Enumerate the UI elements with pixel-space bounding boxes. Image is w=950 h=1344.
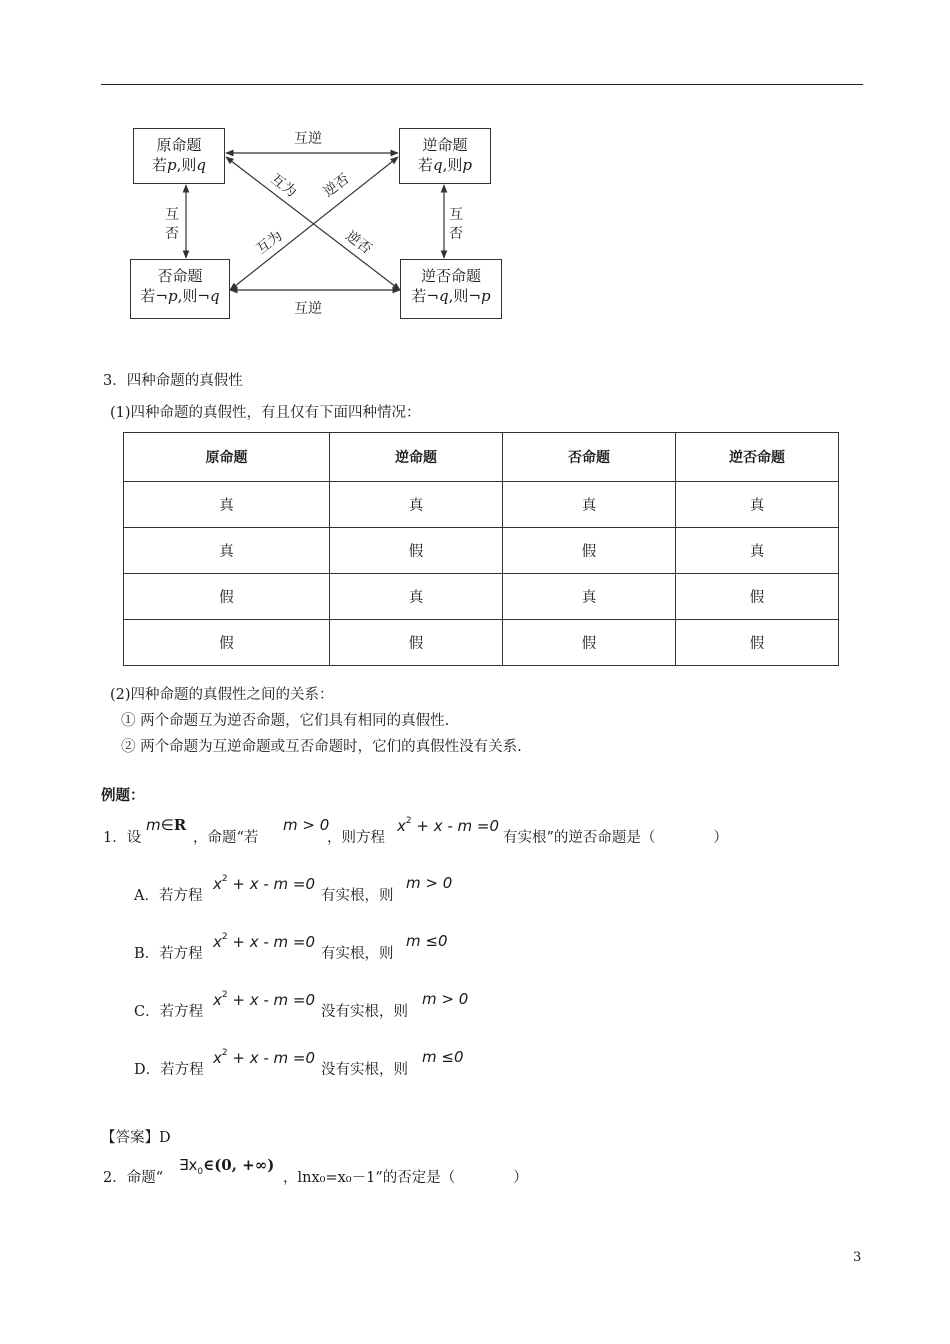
table-cell: 假 xyxy=(330,620,503,666)
q2-rest: ，lnx₀=x₀－1”的否定是（ ） xyxy=(283,1170,528,1186)
table-row xyxy=(124,620,839,666)
table-cell: 真 xyxy=(676,528,839,574)
table-header-row xyxy=(124,433,839,482)
option-d-label: D．若方程 xyxy=(134,1062,204,1078)
box-form: 若¬q,则¬p xyxy=(411,287,491,305)
q1-text-3: 有实根”的逆否命题是（ ） xyxy=(503,830,728,846)
label-diag-2: 逆否 xyxy=(320,170,353,201)
box-original-proposition xyxy=(133,128,225,184)
box-form: 若¬p,则¬q xyxy=(140,287,220,305)
q1-number: 1．设 xyxy=(103,830,142,846)
box-title: 原命题 xyxy=(156,136,202,154)
q1-text-1: ，命题“若 xyxy=(193,830,259,846)
examples-heading: 例题： xyxy=(101,788,145,804)
option-b-equation: $x^2 + x - m =0$ xyxy=(213,932,316,951)
option-a-conclusion: m > 0 xyxy=(406,874,453,892)
option-b-mid: 有实根，则 xyxy=(321,946,394,962)
table-header: 逆命题 xyxy=(330,433,503,482)
table-header: 原命题 xyxy=(124,433,330,482)
table-cell: 假 xyxy=(503,528,676,574)
option-d-conclusion: m ≤0 xyxy=(422,1048,464,1066)
table-row xyxy=(124,528,839,574)
q1-condition: m > 0 xyxy=(283,816,330,834)
label-diag-3: 互为 xyxy=(253,227,286,258)
label-top-mutual-converse: 互逆 xyxy=(294,131,322,147)
table-cell: 假 xyxy=(503,620,676,666)
label-left-mutual-inverse: 互 否 xyxy=(165,207,179,242)
option-a-equation: $x^2 + x - m =0$ xyxy=(213,874,316,893)
box-title: 逆否命题 xyxy=(420,267,481,285)
q1-m-in-R: m∈R xyxy=(146,816,187,834)
box-form: 若p,则q xyxy=(151,156,206,174)
q2-quantifier: $\exists x_0\in(0$, +∞) xyxy=(179,1156,275,1177)
option-d-mid: 没有实根，则 xyxy=(321,1062,408,1078)
table-cell: 真 xyxy=(330,482,503,528)
label-bottom-mutual-converse: 互逆 xyxy=(294,301,322,317)
table-header: 逆否命题 xyxy=(676,433,839,482)
table-cell: 真 xyxy=(124,482,330,528)
box-contrapositive-proposition xyxy=(400,259,502,319)
relation-1: ① 两个命题互为逆否命题，它们具有相同的真假性. xyxy=(121,713,450,729)
table-cell: 假 xyxy=(124,620,330,666)
table-cell: 真 xyxy=(503,574,676,620)
subsection-1: (1)四种命题的真假性，有且仅有下面四种情况： xyxy=(110,405,421,421)
box-converse-proposition xyxy=(399,128,491,184)
subsection-2: (2)四种命题的真假性之间的关系： xyxy=(110,687,334,703)
q1-answer: 【答案】D xyxy=(101,1130,171,1146)
table-row xyxy=(124,482,839,528)
box-inverse-proposition xyxy=(130,259,230,319)
option-a-label: A．若方程 xyxy=(134,888,203,904)
table-header: 否命题 xyxy=(503,433,676,482)
q1-equation: $x^2 + x - m =0$ xyxy=(397,816,500,835)
option-d-equation: $x^2 + x - m =0$ xyxy=(213,1048,316,1067)
option-c-conclusion: m > 0 xyxy=(422,990,469,1008)
table-cell: 真 xyxy=(503,482,676,528)
label-diag-1: 互为 xyxy=(267,170,300,201)
label-right-mutual-inverse: 互 否 xyxy=(449,207,463,242)
label-diag-4: 逆否 xyxy=(342,227,375,258)
option-c-equation: $x^2 + x - m =0$ xyxy=(213,990,316,1009)
q2-number: 2．命题“ xyxy=(103,1170,164,1186)
relation-2: ② 两个命题为互逆命题或互否命题时，它们的真假性没有关系. xyxy=(121,739,522,755)
arrow-diagonal-1 xyxy=(226,157,400,290)
arrow-diagonal-2 xyxy=(230,157,398,290)
option-b-label: B．若方程 xyxy=(134,946,203,962)
box-title: 逆命题 xyxy=(422,136,468,154)
q1-text-2: ，则方程 xyxy=(327,830,385,846)
option-c-mid: 没有实根，则 xyxy=(321,1004,408,1020)
truth-table xyxy=(123,432,839,666)
option-a-mid: 有实根，则 xyxy=(321,888,394,904)
table-cell: 真 xyxy=(330,574,503,620)
table-row xyxy=(124,574,839,620)
table-cell: 真 xyxy=(676,482,839,528)
table-cell: 假 xyxy=(676,574,839,620)
page-number: 3 xyxy=(853,1250,862,1265)
box-title: 否命题 xyxy=(157,267,203,285)
table-cell: 假 xyxy=(124,574,330,620)
box-form: 若q,则p xyxy=(417,156,472,174)
option-b-conclusion: m ≤0 xyxy=(406,932,448,950)
section-heading: 3．四种命题的真假性 xyxy=(103,373,243,389)
table-cell: 假 xyxy=(676,620,839,666)
table-cell: 假 xyxy=(330,528,503,574)
table-cell: 真 xyxy=(124,528,330,574)
option-c-label: C．若方程 xyxy=(134,1004,204,1020)
